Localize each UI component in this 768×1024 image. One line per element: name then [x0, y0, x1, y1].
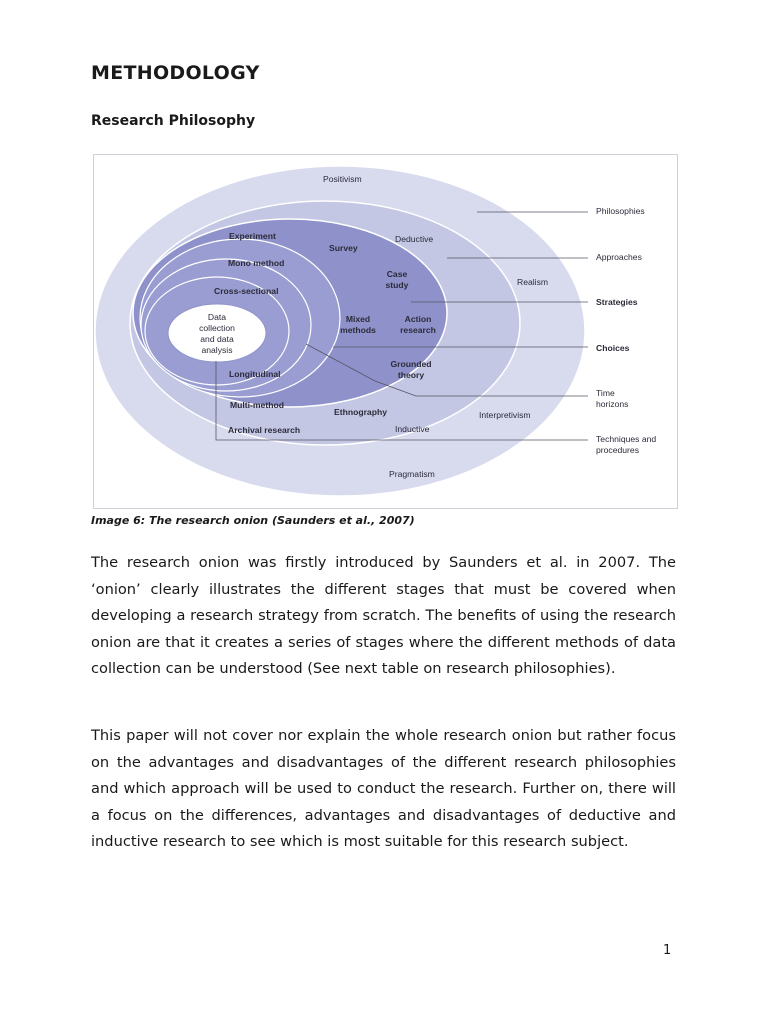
- label-survey: Survey: [329, 243, 358, 253]
- page-number: 1: [663, 943, 672, 958]
- legend-strategies: Strategies: [596, 297, 638, 307]
- label-longitudinal: Longitudinal: [229, 369, 281, 379]
- label-deductive: Deductive: [395, 234, 434, 244]
- label-core-line1: Data: [207, 312, 227, 322]
- label-archival-research: Archival research: [228, 425, 301, 435]
- legend-philosophies: Philosophies: [596, 206, 645, 216]
- label-action-research-line1: Action: [404, 314, 432, 324]
- label-action-research-line2: research: [400, 325, 436, 335]
- legend-techniques-line1: Techniques and: [596, 434, 657, 444]
- figure-caption: Image 6: The research onion (Saunders et al., 2007): [91, 514, 415, 527]
- label-pragmatism: Pragmatism: [389, 469, 435, 479]
- legend-techniques-line2: procedures: [596, 445, 639, 455]
- body-paragraph-2: This paper will not cover nor explain the whole research onion but rather focus on the advantages and disadvantages of the different research philosophies and which approach will be used to conduct the research. Further on, there will a focus on the differences, advantages and disadvantages of deductive and inductive research to see which is most suitable for this research subject.: [91, 727, 676, 850]
- label-positivism: Positivism: [323, 174, 362, 184]
- legend-time-horizons-line2: horizons: [596, 399, 629, 409]
- label-grounded-theory-line2: theory: [397, 370, 425, 380]
- label-cross-sectional: Cross-sectional: [214, 286, 279, 296]
- label-case-study-line1: Case: [386, 269, 408, 279]
- page-title: METHODOLOGY: [91, 62, 260, 84]
- label-grounded-theory-line1: Grounded: [390, 359, 432, 369]
- body-paragraph-1: The research onion was firstly introduced by Saunders et al. in 2007. The ‘onion’ clearly illustrates the different stages that must be covered when developing a research strategy from scratch. The benefits of using the research onion are that it creates a series of stages where the different methods of data collection can be understood (See next table on research philosophies).: [91, 554, 676, 677]
- label-multi-method: Multi-method: [230, 400, 284, 410]
- legend-time-horizons-line1: Time: [596, 388, 615, 398]
- section-heading: Research Philosophy: [91, 113, 256, 129]
- label-mixed-methods-line1: Mixed: [345, 314, 371, 324]
- legend-approaches: Approaches: [596, 252, 642, 262]
- legend-choices: Choices: [596, 343, 630, 353]
- label-core-line4: analysis: [201, 345, 233, 355]
- label-experiment: Experiment: [229, 231, 276, 241]
- research-onion-diagram: [93, 154, 678, 509]
- label-ethnography: Ethnography: [334, 407, 387, 417]
- label-core-line2: collection: [199, 323, 235, 333]
- research-onion-figure: [93, 154, 678, 509]
- label-case-study-line2: study: [385, 280, 409, 290]
- label-core-line3: and data: [200, 334, 234, 344]
- label-realism: Realism: [517, 277, 549, 287]
- label-inductive: Inductive: [395, 424, 430, 434]
- label-interpretivism: Interpretivism: [479, 410, 531, 420]
- label-mixed-methods-line2: methods: [340, 325, 376, 335]
- label-mono-method: Mono method: [228, 258, 285, 268]
